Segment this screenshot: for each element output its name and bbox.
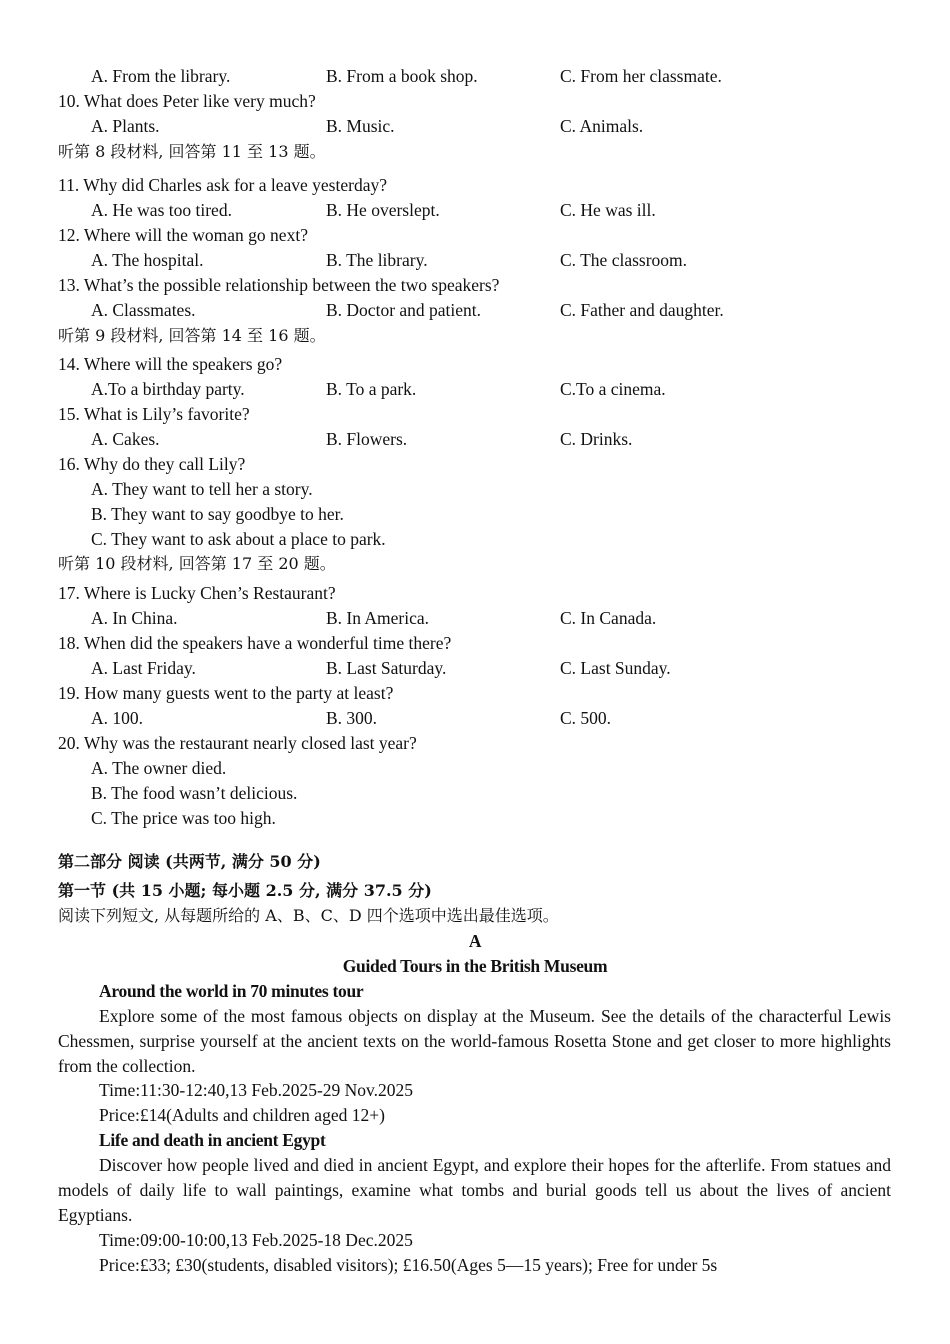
q20-option-b: B. The food wasn’t delicious. — [91, 783, 298, 803]
q9-option-b: B. From a book shop. — [326, 66, 478, 86]
q20-option-a: A. The owner died. — [91, 758, 227, 778]
q14-option-c: C.To a cinema. — [560, 379, 666, 399]
tour2-time: Time:09:00-10:00,13 Feb.2025-18 Dec.2025 — [99, 1230, 413, 1250]
q15-option-b: B. Flowers. — [326, 429, 408, 449]
q12-option-c: C. The classroom. — [560, 250, 688, 270]
q14-option-b: B. To a park. — [326, 379, 417, 399]
q11-option-b: B. He overslept. — [326, 200, 440, 220]
q18-stem: 18. When did the speakers have a wonderful time there? — [58, 633, 452, 653]
q11-stem: 11. Why did Charles ask for a leave yesterday? — [58, 175, 387, 195]
q16-stem: 16. Why do they call Lily? — [58, 454, 246, 474]
q18-option-b: B. Last Saturday. — [326, 658, 447, 678]
tour2-price: Price:£33; £30(students, disabled visitors); £16.50(Ages 5—15 years); Free for under 5s — [99, 1255, 718, 1275]
tour1-name: Around the world in 70 minutes tour — [99, 981, 364, 1001]
q13-option-a: A. Classmates. — [91, 300, 196, 320]
q9-option-c: C. From her classmate. — [560, 66, 722, 86]
q19-option-a: A. 100. — [91, 708, 144, 728]
q20-stem: 20. Why was the restaurant nearly closed last year? — [58, 733, 417, 753]
q11-option-a: A. He was too tired. — [91, 200, 232, 220]
q17-stem: 17. Where is Lucky Chen’s Restaurant? — [58, 583, 336, 603]
q13-stem: 13. What’s the possible relationship between the two speakers? — [58, 275, 500, 295]
q13-option-b: B. Doctor and patient. — [326, 300, 482, 320]
q10-option-b: B. Music. — [326, 116, 395, 136]
q14-option-a: A.To a birthday party. — [91, 379, 245, 399]
q13-option-c: C. Father and daughter. — [560, 300, 724, 320]
q12-option-a: A. The hospital. — [91, 250, 204, 270]
q15-option-c: C. Drinks. — [560, 429, 633, 449]
q10-option-a: A. Plants. — [91, 116, 160, 136]
section10-instruction: 听第 10 段材料, 回答第 17 至 20 题。 — [58, 554, 336, 573]
tour2-description: Discover how people lived and died in ancient Egypt, and explore their hopes for the afterlife. From statues and models of daily life to wall paintings, examine what tombs and burial goods tell us about the lives of ancient Egyptians. — [58, 1155, 891, 1225]
q10-option-c: C. Animals. — [560, 116, 644, 136]
reading-section-title: 第一节 (共 15 小题; 每小题 2.5 分, 满分 37.5 分) — [58, 881, 432, 900]
q18-option-c: C. Last Sunday. — [560, 658, 671, 678]
q16-option-c: C. They want to ask about a place to park. — [91, 529, 386, 549]
section9-instruction: 听第 9 段材料, 回答第 14 至 16 题。 — [58, 326, 326, 345]
q18-option-a: A. Last Friday. — [91, 658, 196, 678]
q19-option-b: B. 300. — [326, 708, 378, 728]
tour2-name: Life and death in ancient Egypt — [99, 1130, 326, 1150]
q15-stem: 15. What is Lily’s favorite? — [58, 404, 250, 424]
section8-instruction: 听第 8 段材料, 回答第 11 至 13 题。 — [58, 142, 326, 161]
q16-option-b: B. They want to say goodbye to her. — [91, 504, 344, 524]
q12-option-b: B. The library. — [326, 250, 428, 270]
tour1-price: Price:£14(Adults and children aged 12+) — [99, 1105, 385, 1125]
q19-stem: 19. How many guests went to the party at least? — [58, 683, 394, 703]
q11-option-c: C. He was ill. — [560, 200, 656, 220]
q16-option-a: A. They want to tell her a story. — [91, 479, 313, 499]
q17-option-b: B. In America. — [326, 608, 430, 628]
q17-option-c: C. In Canada. — [560, 608, 657, 628]
passage-title: Guided Tours in the British Museum — [342, 956, 608, 976]
q19-option-c: C. 500. — [560, 708, 612, 728]
q12-stem: 12. Where will the woman go next? — [58, 225, 308, 245]
reading-part-title: 第二部分 阅读 (共两节, 满分 50 分) — [58, 852, 321, 871]
q9-option-a: A. From the library. — [91, 66, 231, 86]
tour1-time: Time:11:30-12:40,13 Feb.2025-29 Nov.2025 — [99, 1080, 414, 1100]
reading-instruction: 阅读下列短文, 从每题所给的 A、B、C、D 四个选项中选出最佳选项。 — [58, 906, 559, 925]
passage-letter: A — [468, 931, 482, 951]
q17-option-a: A. In China. — [91, 608, 178, 628]
q14-stem: 14. Where will the speakers go? — [58, 354, 283, 374]
q20-option-c: C. The price was too high. — [91, 808, 276, 828]
tour1-description: Explore some of the most famous objects on display at the Museum. See the details of the characterful Lewis Chessmen, surprise yourself at the ancient texts on the world-famous Rosetta Stone and get closer to more highlights from the collection. — [58, 1006, 891, 1076]
q10-stem: 10. What does Peter like very much? — [58, 91, 316, 111]
q15-option-a: A. Cakes. — [91, 429, 160, 449]
